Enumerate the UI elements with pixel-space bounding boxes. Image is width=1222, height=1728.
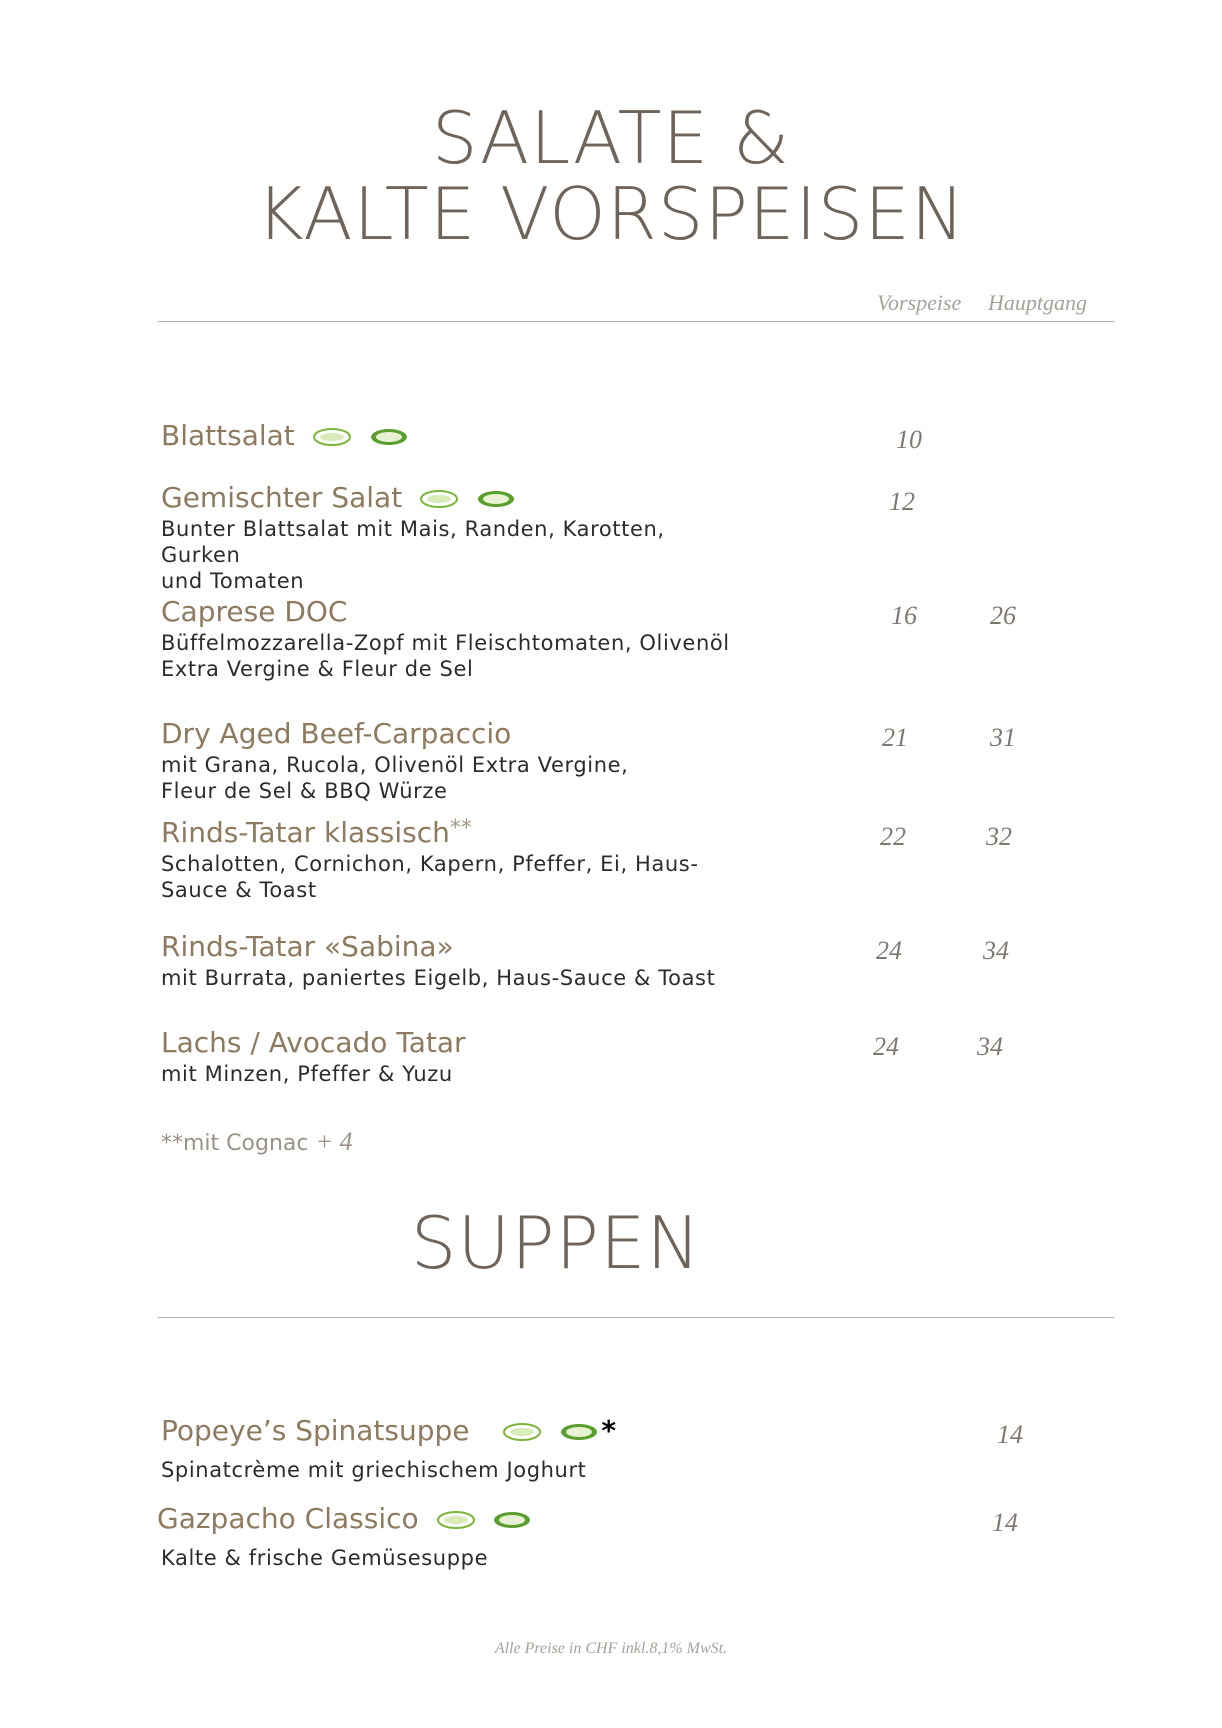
price-hauptgang: 26 bbox=[990, 601, 1016, 630]
menu-item-description: Büffelmozzarella-Zopf mit Fleischtomaten, Olivenöl Extra Vergine & Fleur de Sel bbox=[161, 631, 730, 681]
price-hauptgang: 31 bbox=[990, 723, 1016, 752]
suppen-divider bbox=[158, 1317, 1114, 1318]
price-hauptgang: 32 bbox=[986, 822, 1012, 851]
menu-item-description: mit Minzen, Pfeffer & Yuzu bbox=[161, 1062, 453, 1086]
price-vorspeise: 10 bbox=[896, 425, 922, 454]
column-header-vorspeise: Vorspeise bbox=[877, 290, 962, 315]
menu-item-description: Kalte & frische Gemüsesuppe bbox=[161, 1546, 489, 1570]
vegan-badge-icon bbox=[502, 1421, 542, 1443]
vegetarian-badge-icon bbox=[476, 488, 516, 510]
menu-item-description: Spinatcrème mit griechischem Joghurt bbox=[161, 1458, 587, 1482]
price-vorspeise: 22 bbox=[880, 822, 906, 851]
menu-item-name: Lachs / Avocado Tatar bbox=[161, 1026, 466, 1059]
menu-item-name: Dry Aged Beef-Carpaccio bbox=[161, 717, 512, 750]
price-vorspeise: 21 bbox=[882, 723, 908, 752]
price-vorspeise: 12 bbox=[889, 487, 915, 516]
price-vorspeise: 24 bbox=[873, 1032, 899, 1061]
price-vorspeise: 16 bbox=[891, 601, 917, 630]
menu-item-description: mit Burrata, paniertes Eigelb, Haus-Sauce & Toast bbox=[161, 966, 716, 990]
vegetarian-badge-icon bbox=[559, 1421, 599, 1443]
asterisk-marker: * bbox=[601, 1414, 616, 1447]
menu-item-name: Gemischter Salat bbox=[161, 481, 516, 514]
vegan-badge-icon bbox=[419, 488, 459, 510]
price: 14 bbox=[992, 1508, 1018, 1537]
vegetarian-badge-icon bbox=[492, 1509, 532, 1531]
menu-item-name: Blattsalat bbox=[161, 419, 409, 452]
salate-divider bbox=[158, 321, 1114, 322]
cognac-marker: ** bbox=[449, 816, 472, 841]
suppen-section-title: SUPPEN bbox=[410, 1201, 702, 1285]
price-hauptgang: 34 bbox=[977, 1032, 1003, 1061]
menu-item-description: mit Grana, Rucola, Olivenöl Extra Vergine, Fleur de Sel & BBQ Würze bbox=[161, 753, 629, 803]
price: 14 bbox=[997, 1420, 1023, 1449]
price-footnote: Alle Preise in CHF inkl.8,1% MwSt. bbox=[494, 1640, 728, 1657]
menu-item-name: Caprese DOC bbox=[161, 595, 348, 628]
cognac-note: **mit Cognac + 4 bbox=[161, 1127, 353, 1156]
price-vorspeise: 24 bbox=[876, 936, 902, 965]
menu-item-description: Bunter Blattsalat mit Mais, Randen, Karotten, Gurken und Tomaten bbox=[161, 517, 665, 593]
price-hauptgang: 34 bbox=[983, 936, 1009, 965]
column-header-hauptgang: Hauptgang bbox=[988, 290, 1087, 315]
salate-title-line1: SALATE & bbox=[431, 96, 791, 180]
menu-item-name: Gazpacho Classico bbox=[157, 1502, 532, 1535]
menu-item-name: Rinds-Tatar «Sabina» bbox=[161, 930, 454, 963]
menu-item-name: Rinds-Tatar klassisch** bbox=[161, 816, 472, 849]
vegan-badge-icon bbox=[312, 426, 352, 448]
salate-title-line2: KALTE VORSPEISEN bbox=[256, 172, 966, 257]
vegetarian-badge-icon bbox=[369, 426, 409, 448]
salate-section-title bbox=[0, 96, 1222, 257]
menu-item-name: Popeye’s Spinatsuppe * bbox=[161, 1414, 616, 1447]
menu-item-description: Schalotten, Cornichon, Kapern, Pfeffer, Ei, Haus- Sauce & Toast bbox=[161, 852, 699, 902]
vegan-badge-icon bbox=[436, 1509, 476, 1531]
